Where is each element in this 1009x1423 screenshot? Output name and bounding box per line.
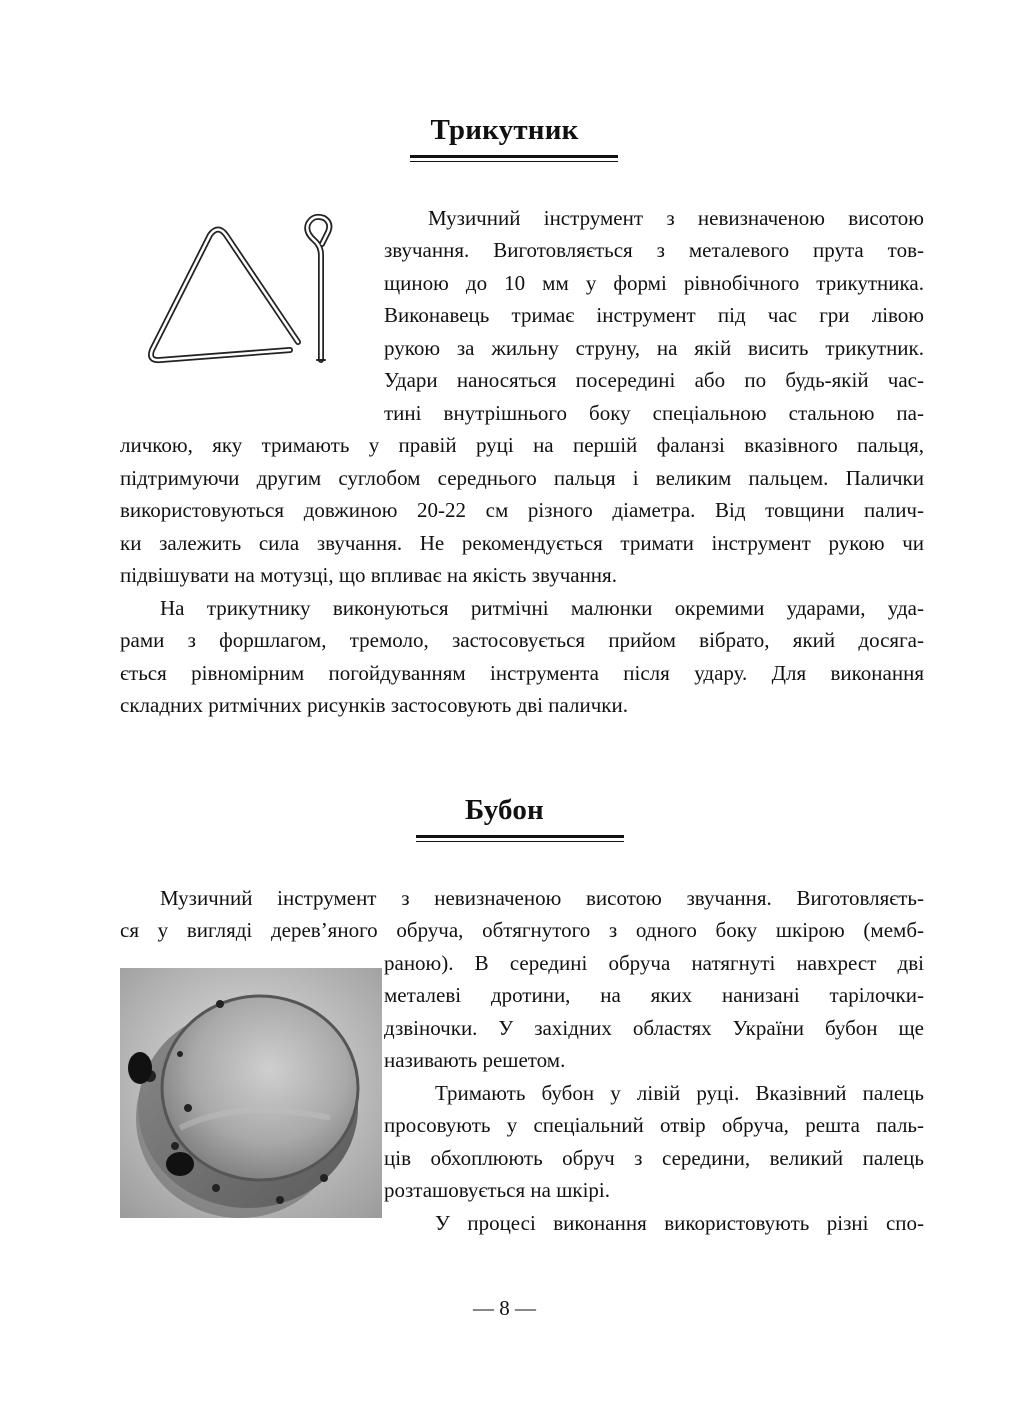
title-underline-triangle [410, 155, 618, 162]
triangle-instrument-icon [140, 210, 345, 380]
text-line: На трикутнику виконуються ритмічні малюнки окремими ударами, уда- [160, 596, 924, 620]
text-line: личкою, яку тримають у правій руці на першій фаланзі вказівного пальця, [120, 433, 924, 457]
text-line: підвішувати на мотузці, що впливає на якість звучання. [120, 563, 617, 587]
text-line: щиною до 10 мм у формі рівнобічного трикутника. [384, 271, 924, 295]
text-line: У процесі виконання використовують різні спо- [435, 1211, 924, 1235]
page-number: — 8 — [473, 1296, 536, 1320]
text-line: раною). В середині обруча натягнуті навхрест дві [384, 951, 924, 975]
text-line: використовуються довжиною 20-22 см різного діаметра. Від товщини палич- [120, 498, 924, 522]
tambourine-photo [120, 968, 382, 1218]
text-line: розташовується на шкірі. [384, 1178, 611, 1202]
text-line: називають решетом. [384, 1048, 566, 1072]
text-line: рами з форшлагом, тремоло, застосовується прийом вібрато, який досяга- [120, 628, 924, 652]
text-line: складних ритмічних рисунків застосовують дві палички. [120, 693, 628, 717]
text-line: підтримуючи другим суглобом середнього пальця і великим пальцем. Палички [120, 466, 924, 490]
text-line: тині внутрішнього боку спеціальною стальною па- [384, 401, 924, 425]
text-line: Музичний інструмент з невизначеною висотою звучання. Виготовляєть- [160, 886, 924, 910]
text-line: дзвіночки. У західних областях України бубон ще [384, 1016, 924, 1040]
title-underline-tambourine [416, 835, 624, 842]
text-line: ки залежить сила звучання. Не рекомендується тримати інструмент рукою чи [120, 531, 924, 555]
text-line: Музичний інструмент з невизначеною висотою [428, 206, 924, 230]
text-line: Виконавець тримає інструмент під час гри лівою [384, 303, 924, 327]
text-line: металеві дротини, на яких нанизані тарілочки- [384, 983, 924, 1007]
section-title-triangle: Трикутник [430, 114, 579, 146]
section-title-tambourine: Бубон [465, 794, 544, 826]
text-line: Тримають бубон у лівій руці. Вказівний палець [435, 1081, 924, 1105]
text-line: ється рівномірним погойдуванням інструмента після удару. Для виконання [120, 661, 924, 685]
text-line: ся у вигляді дерев’яного обруча, обтягнутого з одного боку шкірою (мемб- [120, 918, 924, 942]
text-line: просовують у спеціальний отвір обруча, решта паль- [384, 1113, 924, 1137]
text-line: звучання. Виготовляється з металевого прута тов- [384, 238, 924, 262]
text-line: Удари наносяться посередині або по будь-якій час- [384, 368, 924, 392]
beater-icon [307, 217, 329, 360]
text-line: ців обхоплюють обруч з середини, великий палець [384, 1146, 924, 1170]
text-line: рукою за жильну струну, на якій висить трикутник. [384, 336, 924, 360]
